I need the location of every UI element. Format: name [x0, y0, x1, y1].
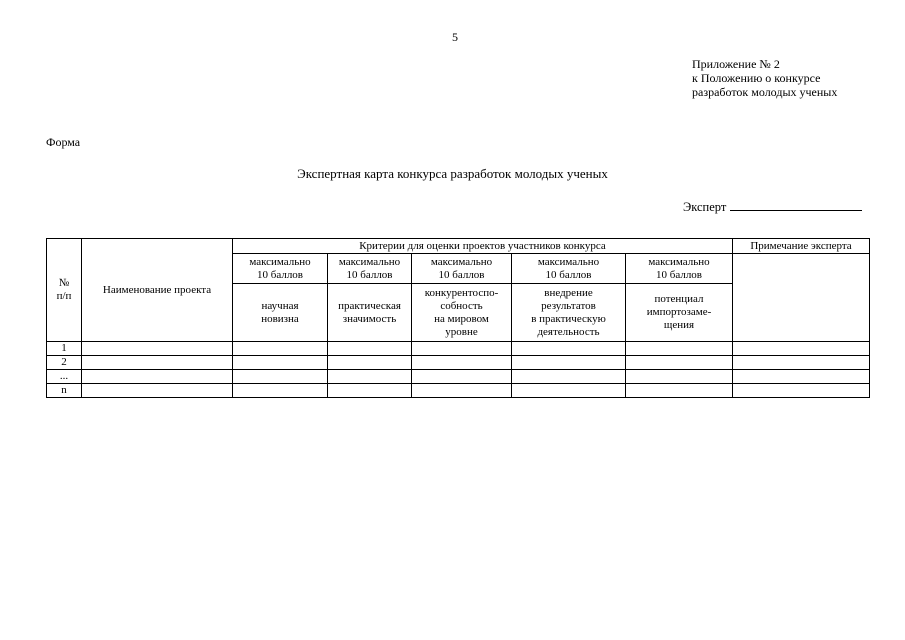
max-score-line: максимально	[648, 255, 710, 268]
criterion-line: практическая	[338, 299, 401, 312]
score-cell[interactable]	[626, 342, 733, 356]
criterion-line: внедрение	[544, 286, 593, 299]
project-name-cell[interactable]	[82, 356, 233, 370]
max-score-line: максимально	[249, 255, 311, 268]
table-row	[47, 342, 870, 356]
criterion-cell	[512, 284, 626, 342]
criterion-line: деятельность	[537, 325, 600, 338]
appendix-note	[692, 57, 837, 99]
notes-cell[interactable]	[733, 342, 870, 356]
score-cell[interactable]	[328, 384, 412, 398]
appendix-line: Приложение № 2	[692, 57, 780, 71]
criterion-cell	[626, 284, 733, 342]
number-header-line: п/п	[56, 290, 72, 302]
criterion-line: на мировом	[434, 312, 489, 325]
criterion-line: значимость	[342, 312, 397, 325]
expert-field	[683, 199, 862, 215]
notes-cell[interactable]	[733, 356, 870, 370]
max-score-cell	[233, 254, 328, 284]
criterion-line: результатов	[541, 299, 596, 312]
project-name-header: Наименование проекта	[82, 239, 233, 342]
project-name-cell[interactable]	[82, 370, 233, 384]
table-row	[47, 384, 870, 398]
max-score-cell	[328, 254, 412, 284]
max-score-line: 10 баллов	[656, 268, 702, 281]
score-cell[interactable]	[626, 356, 733, 370]
score-cell[interactable]	[412, 342, 512, 356]
max-score-cell	[626, 254, 733, 284]
score-cell[interactable]	[412, 384, 512, 398]
max-score-line: максимально	[338, 255, 401, 268]
number-header	[47, 239, 82, 342]
score-cell[interactable]	[626, 384, 733, 398]
criterion-line: потенциал	[654, 293, 704, 305]
score-cell[interactable]	[328, 370, 412, 384]
score-cell[interactable]	[512, 342, 626, 356]
expert-card-table	[46, 238, 870, 398]
row-number: n	[47, 384, 82, 398]
form-label: Форма	[46, 135, 81, 149]
criterion-line: научная	[261, 299, 299, 312]
score-cell[interactable]	[626, 370, 733, 384]
row-number: ...	[47, 370, 82, 384]
score-cell[interactable]	[233, 370, 328, 384]
notes-cell[interactable]	[733, 384, 870, 398]
score-cell[interactable]	[512, 370, 626, 384]
row-number: 1	[47, 342, 82, 356]
number-header-line: №	[58, 277, 70, 289]
expert-label: Эксперт	[683, 200, 727, 214]
score-cell[interactable]	[328, 356, 412, 370]
criterion-line: щения	[663, 319, 695, 331]
page-number: 5	[452, 30, 458, 44]
score-cell[interactable]	[233, 356, 328, 370]
expert-signature-line[interactable]	[730, 199, 862, 211]
appendix-line: к Положению о конкурсе	[692, 71, 821, 85]
row-number: 2	[47, 356, 82, 370]
criterion-line: импортозаме-	[646, 306, 712, 318]
criterion-cell	[233, 284, 328, 342]
score-cell[interactable]	[512, 384, 626, 398]
criterion-cell	[328, 284, 412, 342]
appendix-line: разработок молодых ученых	[692, 85, 838, 99]
max-score-line: 10 баллов	[257, 268, 303, 281]
criterion-line: в практическую	[531, 312, 606, 325]
criteria-header: Критерии для оценки проектов участников конкурса	[233, 239, 733, 254]
notes-header: Примечание эксперта	[733, 239, 870, 254]
table-row	[47, 370, 870, 384]
criterion-line: собность	[440, 299, 483, 312]
max-score-line: максимально	[537, 255, 600, 268]
max-score-line: максимально	[430, 255, 493, 268]
score-cell[interactable]	[328, 342, 412, 356]
criterion-line: конкурентоспо-	[424, 286, 499, 299]
max-score-line: 10 баллов	[545, 268, 592, 281]
criterion-line: уровне	[445, 325, 478, 338]
project-name-cell[interactable]	[82, 384, 233, 398]
criterion-line: новизна	[261, 312, 299, 325]
table-row	[47, 356, 870, 370]
max-score-cell	[512, 254, 626, 284]
max-score-line: 10 баллов	[438, 268, 485, 281]
document-title: Экспертная карта конкурса разработок молодых ученых	[297, 166, 608, 181]
notes-cell-header	[733, 254, 870, 342]
max-score-cell	[412, 254, 512, 284]
score-cell[interactable]	[412, 370, 512, 384]
score-cell[interactable]	[512, 356, 626, 370]
max-score-line: 10 баллов	[346, 268, 393, 281]
project-name-cell[interactable]	[82, 342, 233, 356]
score-cell[interactable]	[412, 356, 512, 370]
criterion-cell	[412, 284, 512, 342]
score-cell[interactable]	[233, 342, 328, 356]
notes-cell[interactable]	[733, 370, 870, 384]
score-cell[interactable]	[233, 384, 328, 398]
